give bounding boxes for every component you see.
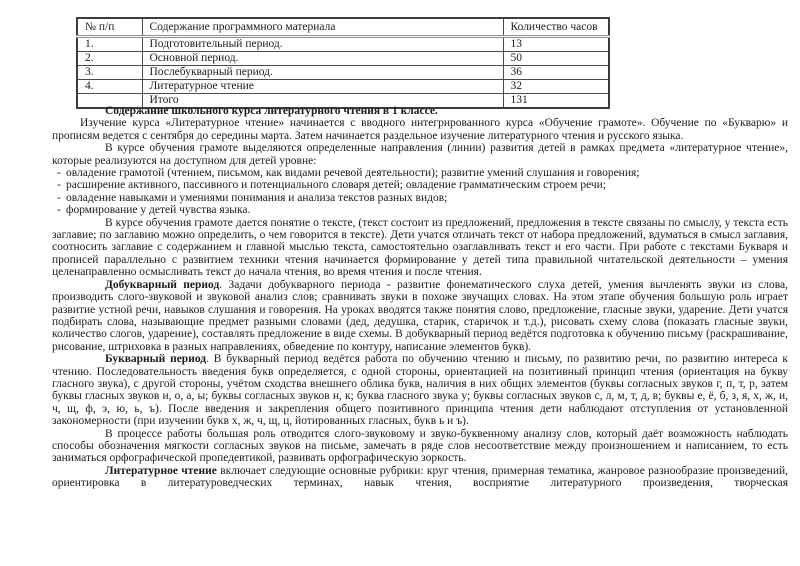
column-header-content: Содержание программного материала (142, 18, 503, 37)
row-content: Литературное чтение (142, 80, 503, 94)
row-content: Подготовительный период. (142, 37, 503, 52)
paragraph-process: В процессе работы большая роль отводится слого-звуковому и звуко-буквенному анализу слов, который даёт возможность наблюдать способы обозначения мягкости согласных звуков на письме, замечать в ряде слов несоответствие между произношением и написанием, то есть заниматься орфографической пропедевтикой, развивать орфографическую зоркость. (52, 427, 788, 465)
table-row (77, 80, 609, 94)
list-item (52, 204, 788, 216)
paragraph-directions-lead: В курсе обучения грамоте выделяются определенные направления (линии) развития детей в рамках предмета «литературное чтение», которые реализуются на доступном для детей уровне: (52, 142, 788, 167)
paragraph-intro: Изучение курса «Литературное чтение» начинается с вводного интегрированного курса «Обучение грамоте». Обучение по «Букварю» и прописям ведется с сентября до середины марта. Затем начинается раздельное изучение литературного чтения и русского языка. (52, 117, 788, 142)
list-item (52, 192, 788, 204)
dash-marker: - (57, 191, 61, 204)
hours-table (76, 17, 610, 109)
row-num: 4. (77, 80, 142, 94)
dash-marker: - (57, 204, 61, 217)
paragraph-bukvarny-period (52, 353, 788, 427)
row-hours: 50 (503, 52, 609, 66)
row-content: Послебукварный период. (142, 66, 503, 80)
paragraph-dobukvarny-period (52, 279, 788, 353)
row-hours: 36 (503, 66, 609, 80)
row-content: Основной период. (142, 52, 503, 66)
paragraph-body-text: . В букварный период ведётся работа по обучению чтению и письму, по развитию речи, по развитию интереса к чтению. Последовательность введения букв определяется, с одной стороны, ориентацией на позитивный принцип чтения (ориентация на букву гласного звука), с другой стороны, учётом сходства внешнего облика букв, наличия в них общих элементов (буквы согласных звуков г, п, т, р, затем буквы гласных звуков и, о, а, ы; буквы согласных звуков н, к; буква гласного звука у; буквы согласных звуков с, л, м, т, д, в; буквы е, ё, б, з, я, х, ж, и, ч, щ, ф, э, ю, ь, ъ). После введения и закрепления общего позитивного принципа чтения дети наблюдают отступления от установленной закономерности (при изучении букв х, ж, ч, щ, ц, йотированных гласных, букв ь и ъ). (52, 353, 788, 428)
row-hours: 32 (503, 80, 609, 94)
list-item-text: овладение навыками и умениями понимания и анализа текстов разных видов; (66, 191, 448, 204)
list-item-text: расширение активного, пассивного и потенциального словаря детей; овладение грамматическим строем речи; (66, 179, 607, 192)
list-item-text: овладение грамотой (чтением, письмом, как видами речевой деятельности); развитие умений слушания и говорения; (66, 167, 640, 180)
list-item (52, 167, 788, 179)
row-num: 1. (77, 37, 142, 52)
column-header-hours: Количество часов (503, 18, 609, 37)
row-num: 2. (77, 52, 142, 66)
paragraph-body-text: включает следующие основные рубрики: круг чтения, примерная тематика, жанровое разнообразие произведений, ориентировка в литературоведческих терминах, навык чтения, восприятие литературного произведения, творческая (52, 464, 788, 490)
dash-marker: - (57, 179, 61, 192)
paragraph-lead-bold: Литературное чтение (105, 464, 217, 477)
table-row (77, 66, 609, 80)
column-header-num: № п/п (77, 18, 142, 37)
list-item (52, 179, 788, 191)
row-num: 3. (77, 66, 142, 80)
row-content: Итого (142, 94, 503, 109)
row-hours: 13 (503, 37, 609, 52)
table-row (77, 52, 609, 66)
paragraph-text-concept: В курсе обучения грамоте дается понятие о тексте, (текст состоит из предложений, предложения в тексте связаны по смыслу, у текста есть заглавие; по заглавию можно определить, о чем говорится в тексте). Дети учатся отличать текст от набора предложений, вдуматься в смысл заглавия, соотносить заглавие с содержанием и главной мыслью текста, самостоятельно озаглавливать текст и его части. При работе с текстами Букваря и прописей параллельно с развитием техники чтения начинается формирование у детей типа правильной читательской деятельности – умения целенаправленно осмысливать текст до начала чтения, во время чтения и после чтения. (52, 216, 788, 279)
document-body (52, 105, 788, 490)
paragraph-body-text: . Задачи добукварного периода - развитие фонематического слуха детей, умения вычленять звуки из слова, производить слого-звуковой и звуковой анализ слов; сравнивать звуки в похоже звучащих словах. На этом этапе обучения большую роль играет развитие устной речи, навыков слушания и говорения. На уроках вводятся также понятия слово, предложение, гласные звуки, ударение. Дети учатся подбирать слова, называющие предмет разными словами (дед, дедушка, старик, старичок и т.д.), рисовать схему слова (показать гласные звуки, количество слогов, ударение), составлять предложение в виде схемы. В добукварный период ведётся подготовка к обучению письму (раскрашивание, рисование, штриховка в разных направлениях, обведение по контуру, написание элементов букв). (52, 278, 788, 353)
bullet-list (52, 167, 788, 217)
row-hours: 131 (503, 94, 609, 109)
dash-marker: - (57, 167, 61, 180)
paragraph-lead-bold: Добукварный период (105, 278, 220, 291)
table-row (77, 37, 609, 52)
table-header-row (77, 18, 609, 37)
paragraph-lit-reading (52, 465, 788, 490)
section-heading: Содержание школьного курса литературного чтения в 1 классе. (105, 105, 438, 117)
paragraph-lead-bold: Букварный период (105, 353, 207, 366)
list-item-text: формирование у детей чувства языка. (66, 204, 251, 217)
